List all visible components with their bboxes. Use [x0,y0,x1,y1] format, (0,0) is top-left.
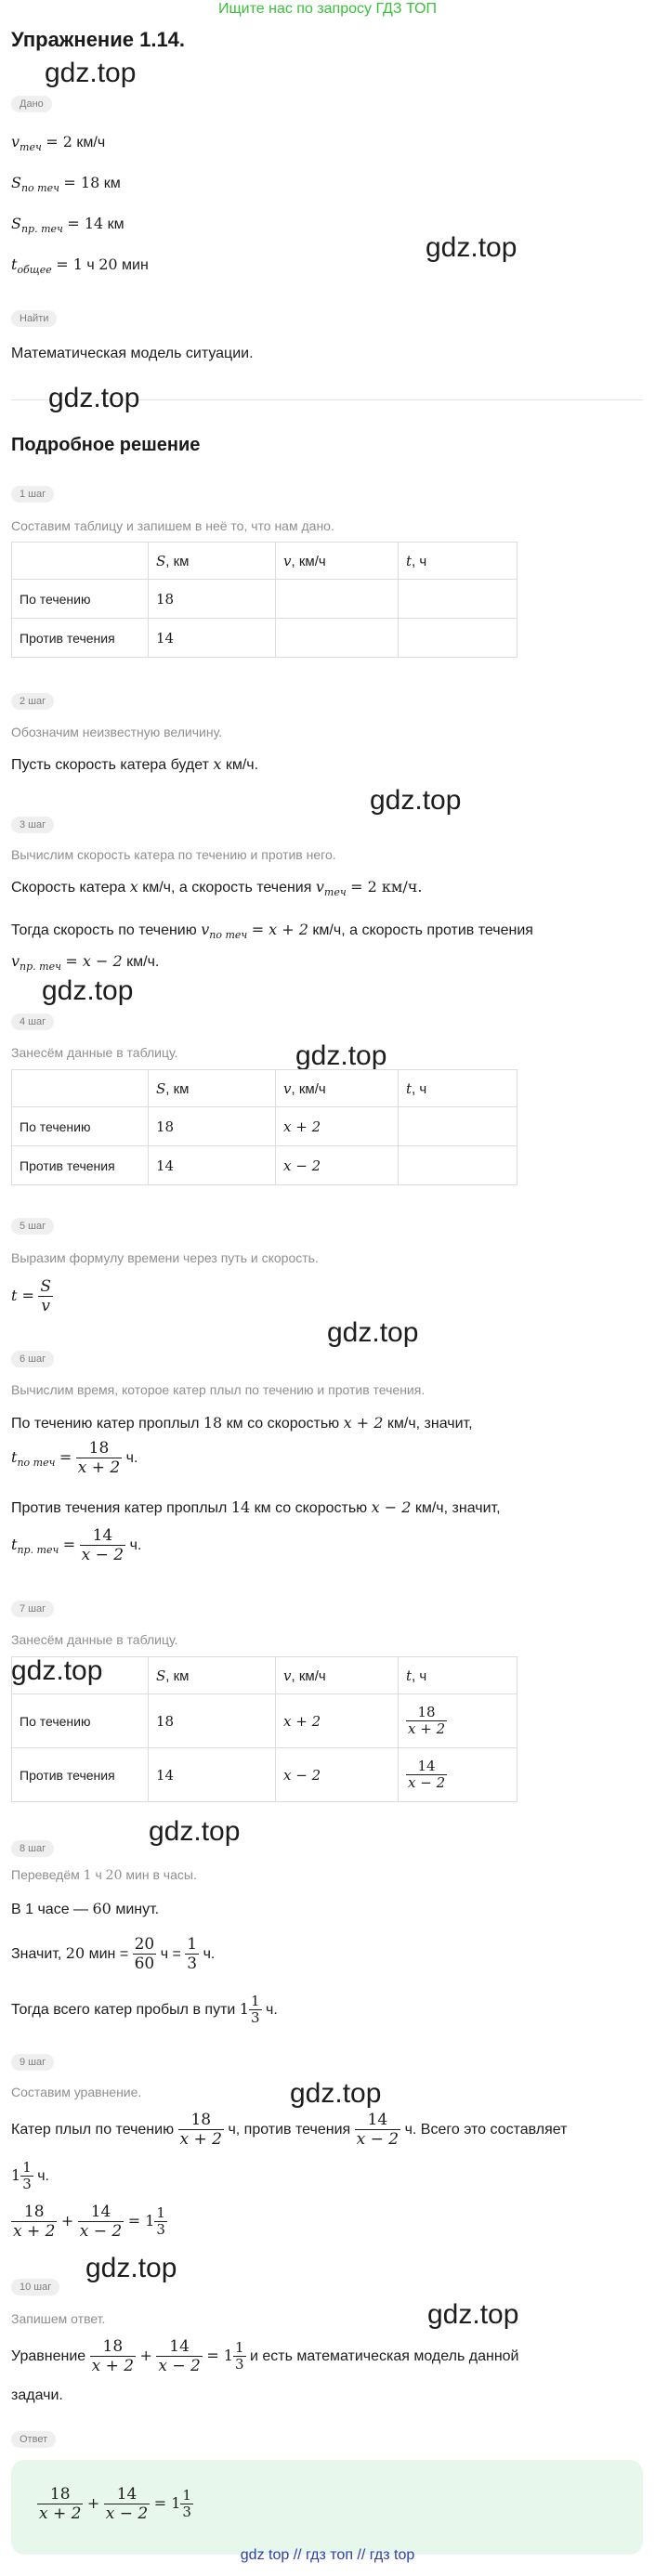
exercise-title: Упражнение 1.14. [11,28,186,51]
step-text: В 1 часе — 60 минут. [11,1900,160,1917]
watermark: gdz.top [149,1816,241,1847]
watermark: gdz.top [295,1040,387,1071]
step-text: Тогда скорость по течению $v_{по теч} = x + 2$ км/ч, а скорость против течения [11,921,533,941]
given-chip: Дано [11,96,52,112]
find-chip: Найти [11,310,57,327]
step-chip: 4 шаг [11,1013,54,1030]
table-header-v: v, км/ч [276,543,399,580]
table-row: Против течения 14 x − 2 $\frac{14}{x - 2}$ [12,1748,517,1802]
watermark: gdz.top [45,58,137,88]
table-header-s: S, км [149,1657,276,1694]
table-header-t: t, ч [399,1657,517,1694]
step-desc: Вычислим скорость катера по течению и против него. [11,847,336,862]
step-text: Уравнение $\frac{18}{x + 2}$ + $\frac{14}{x - 2}$ = 1 $\frac{1}{3}$ и есть математическая модель данной [11,2337,519,2376]
step-desc: Занесём данные в таблицу. [11,1045,178,1060]
step-chip: 5 шаг [11,1218,54,1235]
solution-heading: Подробное решение [11,435,201,455]
watermark: gdz.top [426,232,517,263]
step-text: Значит, 20 мин = $\frac{20}{60}$ ч = $\frac{1}{3}$ ч. [11,1935,216,1974]
watermark: gdz.top [327,1317,419,1348]
table-row: По течению 18 x + 2 [12,1107,517,1146]
step-desc: Вычислим время, которое катер плыл по течению и против течения. [11,1382,426,1397]
answer-equation: $\frac{18}{x + 2}$ + $\frac{14}{x - 2}$ = 1 $\frac{1}{3}$ [39,2485,191,2524]
formula-time: t = $\frac{S}{v}$ [11,1277,52,1316]
watermark: gdz.top [85,2253,177,2283]
given-speed: $v_{теч} = 2$ км/ч [11,133,106,153]
step-chip: 1 шаг [11,486,54,503]
given-distance-down: $S_{по теч} = 18$ км [11,174,121,194]
table-header-t: t, ч [399,543,517,580]
watermark: gdz.top [427,2299,519,2330]
step-chip: 7 шаг [11,1601,54,1617]
table-header-s: S, км [149,543,276,580]
given-distance-up: $S_{пр. теч} = 14$ км [11,215,124,235]
step-text: Пусть скорость катера будет x км/ч. [11,755,259,773]
time-down-formula: $t_{по теч}$ = $\frac{18}{x + 2}$ ч. [11,1439,138,1478]
watermark: gdz.top [48,383,140,413]
step-text: $v_{пр. теч} = x - 2$ км/ч. [11,952,160,973]
table-row: По течению 18 [12,580,517,619]
data-table-1 [11,542,517,658]
step-text: Тогда всего катер пробыл в пути 1 $\frac{1}{3}$ ч. [11,1993,278,2027]
table-header-empty [12,543,149,580]
step-text: 1 $\frac{1}{3}$ ч. [11,2159,49,2193]
table-row: По течению 18 x + 2 $\frac{18}{x + 2}$ [12,1694,517,1748]
time-up-formula: $t_{пр. теч}$ = $\frac{14}{x - 2}$ ч. [11,1526,142,1565]
table-header-s: S, км [149,1070,276,1107]
step-chip: 10 шаг [11,2279,59,2295]
data-table-3 [11,1656,517,1802]
step-desc: Составим таблицу и запишем в неё то, что нам дано. [11,518,334,533]
table-row: Против течения 14 x − 2 [12,1146,517,1185]
watermark: gdz.top [42,975,134,1006]
table-row: Против течения 14 [12,619,517,658]
watermark: gdz.top [290,2078,382,2109]
equation: $\frac{18}{x + 2}$ + $\frac{14}{x - 2}$ = 1 $\frac{1}{3}$ [13,2203,165,2242]
step-text: Катер плыл по течению $\frac{18}{x + 2}$ ч, против течения $\frac{14}{x - 2}$ ч. Всего это составляет [11,2111,568,2150]
table-header-t: t, ч [399,1070,517,1107]
given-time: $t_{общее} = 1$ ч 20 мин [11,255,149,276]
step-text: задачи. [11,2387,63,2403]
step-desc: Обозначим неизвестную величину. [11,725,223,739]
step-chip: 6 шаг [11,1351,54,1367]
step-desc: Составим уравнение. [11,2085,142,2099]
step-desc: Занесём данные в таблицу. [11,1632,178,1647]
step-text: По течению катер проплыл 18 км со скоростью x + 2 км/ч, значит, [11,1414,473,1432]
watermark: gdz.top [370,785,462,816]
step-desc: Выразим формулу времени через путь и скорость. [11,1250,319,1265]
footer-links[interactable]: gdz top // гдз топ // гдз top [240,2547,415,2563]
step-chip: 9 шаг [11,2054,54,2071]
find-text: Математическая модель ситуации. [11,346,254,361]
table-header-v: v, км/ч [276,1070,399,1107]
step-text: Скорость катера x км/ч, а скорость течения $v_{теч} = 2$ км/ч. [11,878,423,898]
step-chip: 2 шаг [11,693,54,710]
step-chip: 8 шаг [11,1840,54,1857]
step-desc: Переведём 1 ч 20 мин в часы. [11,1867,197,1883]
watermark: gdz.top [11,1655,103,1686]
step-chip: 3 шаг [11,817,54,833]
step-desc: Запишем ответ. [11,2311,106,2326]
top-search-link[interactable]: Ищите нас по запросу ГДЗ ТОП [218,1,437,17]
table-header-v: v, км/ч [276,1657,399,1694]
data-table-2 [11,1069,517,1185]
step-text: Против течения катер проплыл 14 км со скоростью x − 2 км/ч, значит, [11,1498,501,1516]
answer-chip: Ответ [11,2431,56,2448]
